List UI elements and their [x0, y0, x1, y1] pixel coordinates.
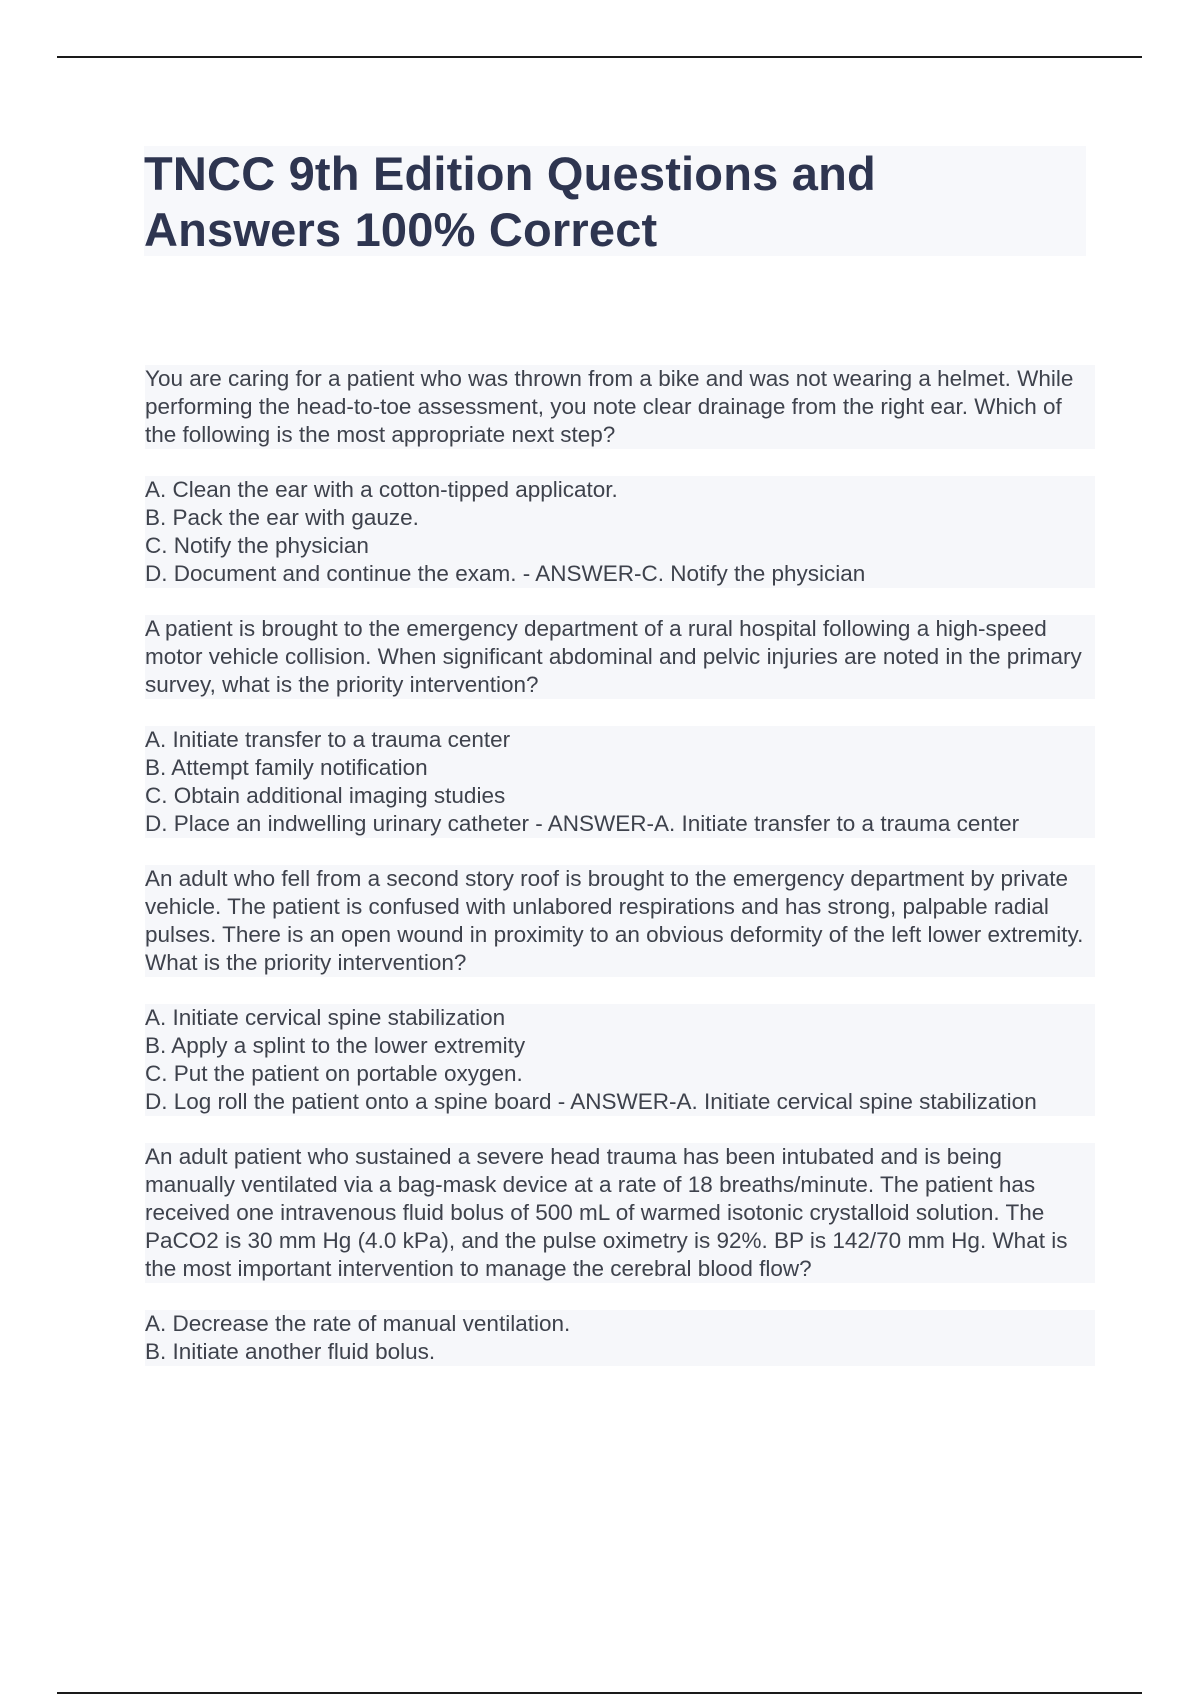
bottom-rule	[57, 1692, 1142, 1694]
title-line-1: TNCC 9th Edition Questions and	[144, 147, 876, 200]
options-list	[145, 1310, 1095, 1366]
option-line: C. Put the patient on portable oxygen.	[145, 1060, 1095, 1088]
question-block-1	[145, 365, 1095, 588]
top-rule	[57, 56, 1142, 58]
option-line: B. Initiate another fluid bolus.	[145, 1338, 1095, 1366]
option-line: C. Obtain additional imaging studies	[145, 782, 1095, 810]
option-line: A. Initiate transfer to a trauma center	[145, 726, 1095, 754]
options-list	[145, 476, 1095, 588]
title-block	[144, 146, 1086, 256]
option-line: B. Pack the ear with gauze.	[145, 504, 1095, 532]
question-text: A patient is brought to the emergency department of a rural hospital following a high-speed motor vehicle collision. When significant abdominal and pelvic injuries are noted in the primary survey, what is the priority intervention?	[145, 615, 1095, 699]
options-list	[145, 1004, 1095, 1116]
option-line: A. Decrease the rate of manual ventilation.	[145, 1310, 1095, 1338]
question-block-4	[145, 1143, 1095, 1366]
question-text: An adult who fell from a second story roof is brought to the emergency department by private vehicle. The patient is confused with unlabored respirations and has strong, palpable radial pulses. There is an open wound in proximity to an obvious deformity of the left lower extremity. What is the priority intervention?	[145, 865, 1095, 977]
option-line-answer: D. Document and continue the exam. - ANSWER-C. Notify the physician	[145, 560, 1095, 588]
option-line-answer: D. Log roll the patient onto a spine board - ANSWER-A. Initiate cervical spine stabilization	[145, 1088, 1095, 1116]
document-title	[144, 146, 1086, 258]
option-line: B. Attempt family notification	[145, 754, 1095, 782]
option-line: B. Apply a splint to the lower extremity	[145, 1032, 1095, 1060]
options-list	[145, 726, 1095, 838]
option-line: A. Clean the ear with a cotton-tipped applicator.	[145, 476, 1095, 504]
question-block-2	[145, 615, 1095, 838]
question-text: You are caring for a patient who was thrown from a bike and was not wearing a helmet. While performing the head-to-toe assessment, you note clear drainage from the right ear. Which of the following is the most appropriate next step?	[145, 365, 1095, 449]
question-text: An adult patient who sustained a severe head trauma has been intubated and is being manually ventilated via a bag-mask device at a rate of 18 breaths/minute. The patient has received one intravenous fluid bolus of 500 mL of warmed isotonic crystalloid solution. The PaCO2 is 30 mm Hg (4.0 kPa), and the pulse oximetry is 92%. BP is 142/70 mm Hg. What is the most important intervention to manage the cerebral blood flow?	[145, 1143, 1095, 1283]
option-line-answer: D. Place an indwelling urinary catheter - ANSWER-A. Initiate transfer to a trauma center	[145, 810, 1095, 838]
title-line-2: Answers 100% Correct	[144, 203, 658, 256]
option-line: C. Notify the physician	[145, 532, 1095, 560]
option-line: A. Initiate cervical spine stabilization	[145, 1004, 1095, 1032]
question-block-3	[145, 865, 1095, 1116]
document-body	[145, 365, 1095, 1393]
